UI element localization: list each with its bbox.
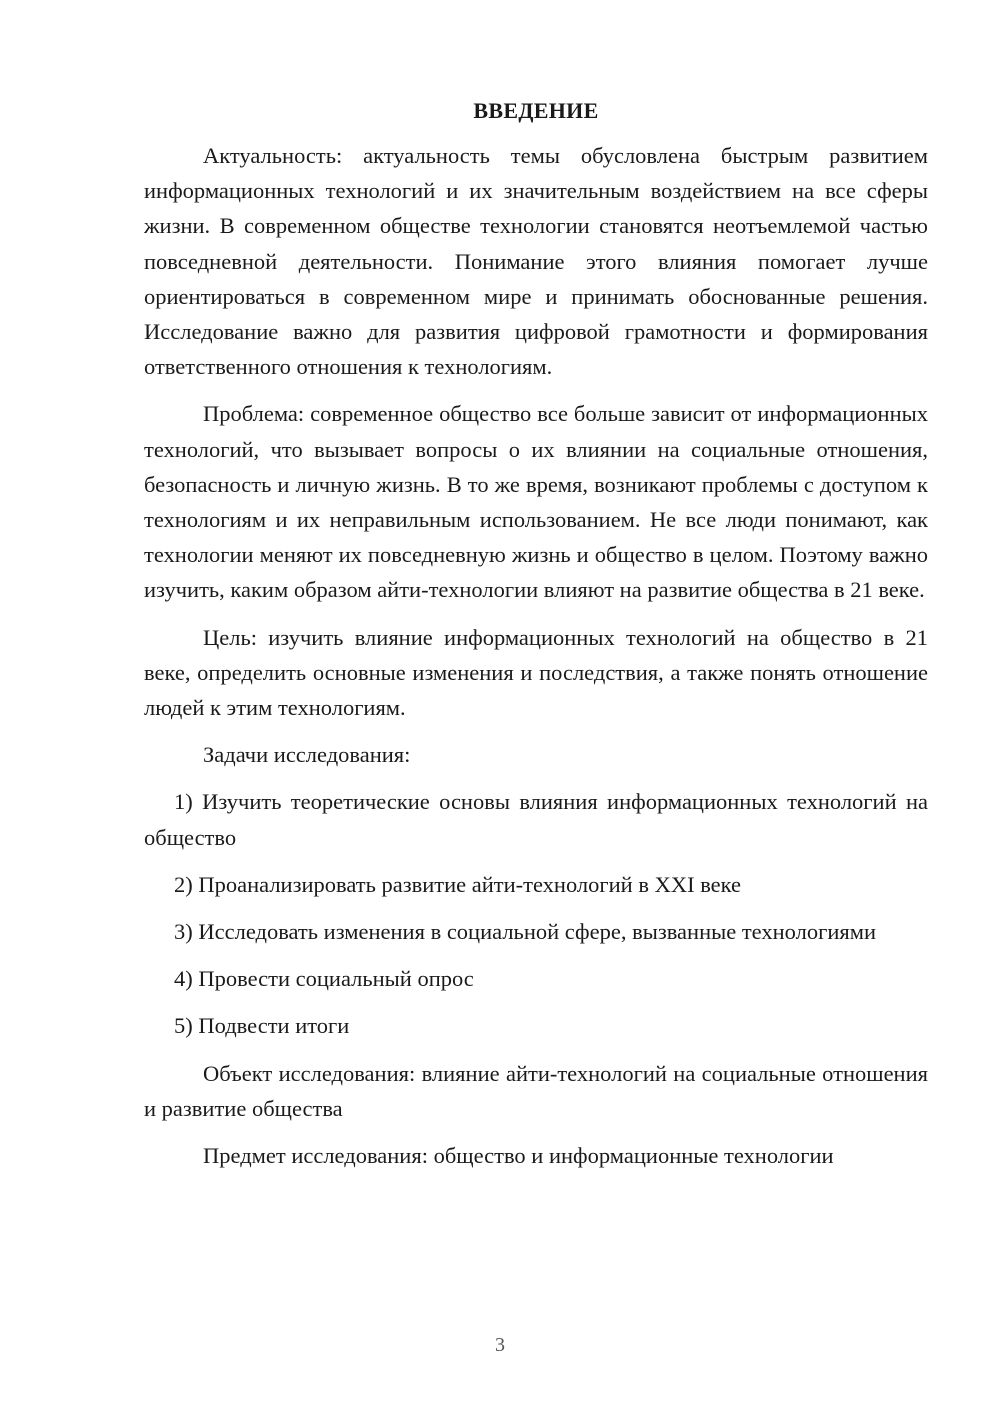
tasks-heading: Задачи исследования: — [203, 742, 411, 768]
research-subject-paragraph: Предмет исследования: общество и информационные технологии — [203, 1143, 834, 1169]
task-item: 5) Подвести итоги — [174, 1013, 350, 1039]
page-title: ВВЕДЕНИЕ — [473, 98, 599, 123]
task-item: 3) Исследовать изменения в социальной сфере, вызванные технологиями — [174, 919, 876, 945]
task-item: 2) Проанализировать развитие айти-технологий в XXI веке — [174, 871, 742, 897]
research-object-paragraph: Объект исследования: влияние айти-технологий на социальные отношения и развитие общества — [144, 1060, 928, 1121]
relevance-paragraph: Актуальность: актуальность темы обусловлена быстрым развитием информационных технологий и их значительным воздействием на все сферы жизни. В современном обществе технологии становятся неотъемлемой частью повседневной деятельности. Понимание этого влияния помогает лучше ориентироваться в современном мире и принимать обоснованные решения. Исследование важно для развития цифровой грамотности и формирования ответственного отношения к технологиям. — [144, 143, 928, 380]
task-item: 4) Провести социальный опрос — [174, 966, 474, 992]
page-number: 3 — [495, 1334, 505, 1356]
page-content — [144, 96, 928, 1173]
problem-paragraph: Проблема: современное общество все больше зависит от информационных технологий, что вызывает вопросы о их влиянии на социальные отношения, безопасность и личную жизнь. В то же время, возникают проблемы с доступом к технологиям и их неправильным использованием. Не все люди понимают, как технологии меняют их повседневную жизнь и общество в целом. Поэтому важно изучить, каким образом айти-технологии влияют на развитие общества в 21 веке. — [144, 401, 928, 603]
goal-paragraph: Цель: изучить влияние информационных технологий на общество в 21 веке, определить основные изменения и последствия, а также понять отношение людей к этим технологиям. — [144, 624, 928, 721]
task-item: 1) Изучить теоретические основы влияния информационных технологий на общество — [144, 789, 928, 850]
